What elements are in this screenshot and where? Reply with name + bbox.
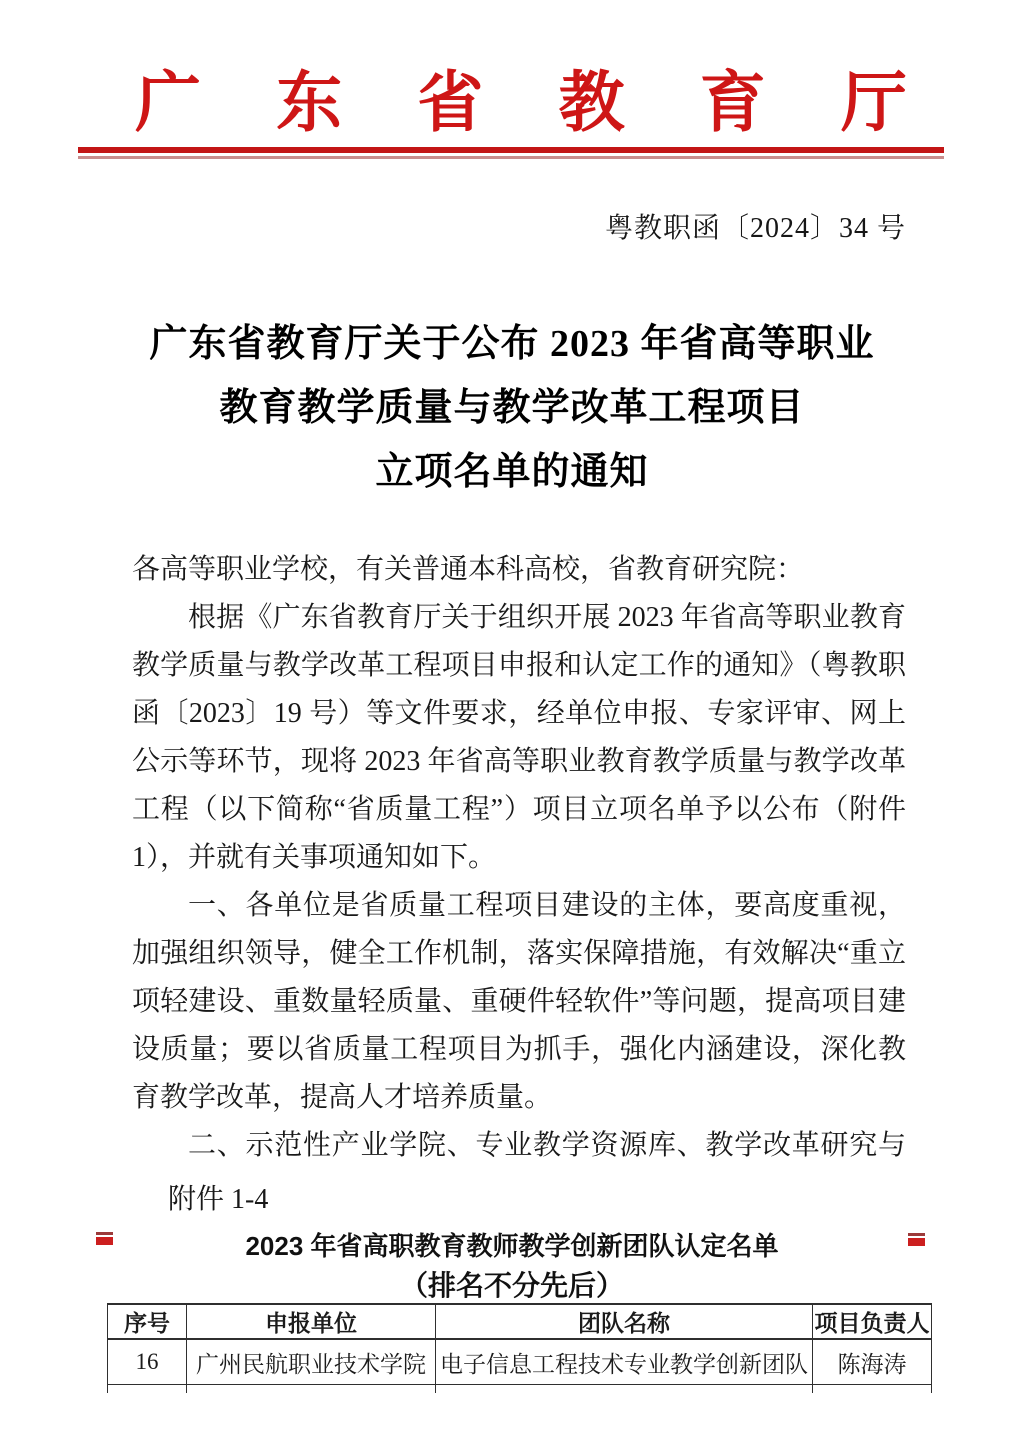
body-line: 二、示范性产业学院、专业教学资源库、教学改革研究与 [188, 1130, 906, 1161]
body-line: 设质量；要以省质量工程项目为抓手，强化内涵建设，深化教 [132, 1034, 906, 1065]
body-line: 工程（以下简称“省质量工程”）项目立项名单予以公布（附件 [132, 794, 906, 825]
column-header-school: 申报单位 [187, 1304, 436, 1339]
document-title-line: 教育教学质量与教学改革工程项目 [219, 387, 805, 429]
table-row [108, 1339, 932, 1385]
letterhead-char: 厅 [840, 67, 907, 140]
document-title [0, 312, 1024, 504]
body-line: 公示等环节，现将 2023 年省高等职业教育教学质量与教学改革 [132, 746, 906, 777]
cell-leader: 陈海涛 [813, 1339, 932, 1385]
cell-school: 广州民航职业技术学院 [187, 1339, 436, 1385]
agency-letterhead-title [135, 60, 907, 148]
table-row-clipped [108, 1385, 932, 1394]
roster-table-subtitle: （排名不分先后） [399, 1270, 624, 1301]
cell-team: 电子信息工程技术专业教学创新团队 [436, 1339, 813, 1385]
cell-empty [187, 1385, 436, 1394]
document-title-line: 广东省教育厅关于公布 2023 年省高等职业 [149, 323, 875, 365]
body-line: 加强组织领导，健全工作机制，落实保障措施，有效解决“重立 [132, 938, 906, 969]
letterhead-char: 教 [558, 67, 625, 140]
body-line: 函〔2023〕19 号）等文件要求，经单位申报、专家评审、网上 [132, 698, 906, 729]
roster-table [107, 1303, 933, 1393]
red-registration-mark-left [96, 1232, 113, 1245]
letterhead-char: 广 [135, 67, 201, 140]
letterhead-rule-thick [78, 147, 944, 153]
roster-table-header-row [108, 1304, 932, 1339]
body-line: 教学质量与教学改革工程项目申报和认定工作的通知》（粤教职 [132, 650, 906, 681]
cell-empty [813, 1385, 932, 1394]
column-header-index: 序号 [108, 1304, 187, 1339]
roster-table-title: 2023 年省高职教育教师教学创新团队认定名单 [245, 1231, 779, 1261]
letterhead-char: 省 [417, 67, 484, 140]
column-header-leader: 项目负责人 [813, 1304, 932, 1339]
letterhead-char: 东 [276, 67, 343, 140]
cell-index: 16 [108, 1339, 187, 1385]
body-line-salutation: 各高等职业学校，有关普通本科高校，省教育研究院： [132, 554, 805, 585]
attachment-label: 附件 1-4 [168, 1184, 269, 1215]
body-line: 1），并就有关事项通知如下。 [132, 842, 497, 873]
cell-empty [436, 1385, 813, 1394]
body-line: 育教学改革，提高人才培养质量。 [132, 1082, 553, 1113]
letterhead-char: 育 [699, 67, 766, 140]
document-body [132, 546, 906, 1170]
letterhead-rule-thin [78, 156, 944, 159]
body-line: 根据《广东省教育厅关于组织开展 2023 年省高等职业教育 [188, 602, 906, 633]
body-line: 一、各单位是省质量工程项目建设的主体，要高度重视， [188, 890, 906, 921]
red-registration-mark-right [908, 1233, 925, 1246]
cell-empty [108, 1385, 187, 1394]
column-header-team: 团队名称 [436, 1304, 813, 1339]
document-title-line: 立项名单的通知 [375, 451, 649, 493]
document-number: 粤教职函〔2024〕34 号 [604, 213, 906, 244]
body-line: 项轻建设、重数量轻质量、重硬件轻软件”等问题，提高项目建 [132, 986, 906, 1017]
